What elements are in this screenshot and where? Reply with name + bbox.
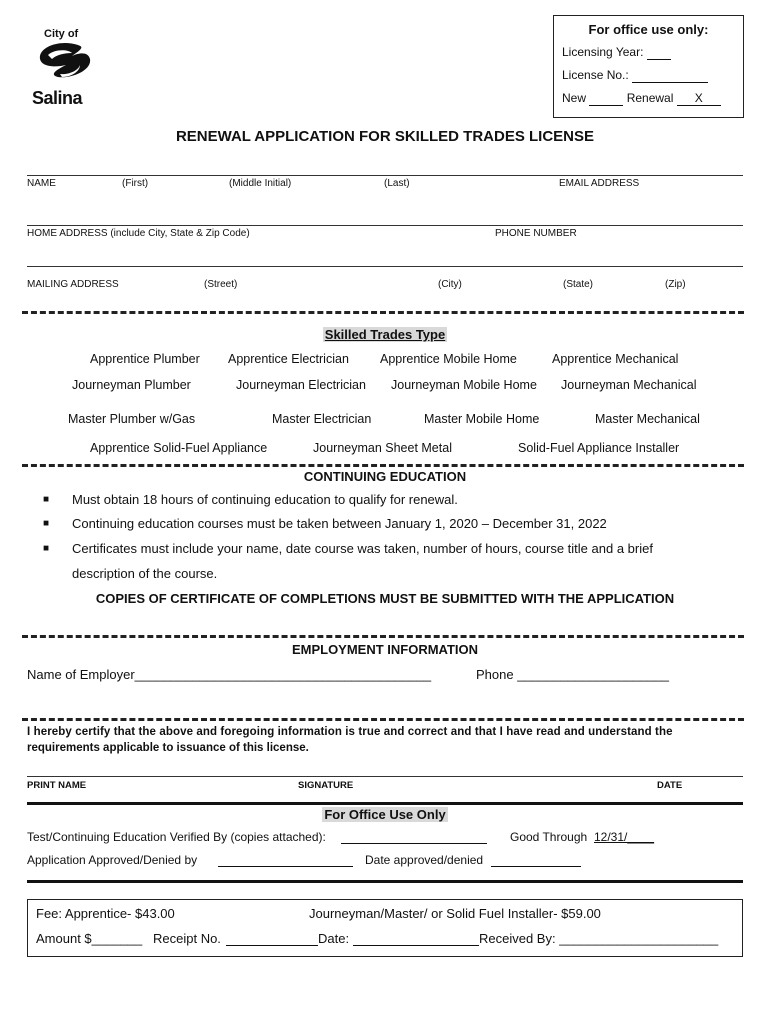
license-no-field[interactable] [632,68,708,83]
ce-bullet-continued: description of the course. [72,566,218,581]
name-label: NAME [27,178,56,189]
logo-name: Salina [32,88,83,108]
page-title: RENEWAL APPLICATION FOR SKILLED TRADES LICENSE [175,128,595,145]
office-use-box [553,15,744,118]
state-label: (State) [563,279,594,290]
new-renewal-row [562,91,735,106]
date-label: DATE [657,780,683,791]
trade-option[interactable]: Apprentice Electrician [228,352,349,366]
approved-by-field[interactable] [218,853,353,867]
date-approved-label: Date approved/denied [365,853,484,867]
fee-date-label: Date: [318,931,350,946]
trade-option[interactable]: Journeyman Plumber [72,378,191,392]
city-label: (City) [438,279,462,290]
trade-option[interactable]: Apprentice Mobile Home [380,352,517,366]
mailing-address-line[interactable] [27,266,743,267]
amount-field[interactable]: Amount $_______ [36,931,143,946]
fee-apprentice: Fee: Apprentice- $43.00 [36,906,175,921]
dashed-divider [22,718,744,722]
trade-option[interactable]: Journeyman Mobile Home [391,378,537,392]
good-through-field[interactable]: 12/31/____ [594,830,655,844]
last-label: (Last) [384,178,410,189]
license-no-row [562,68,735,83]
new-field[interactable] [589,91,623,106]
trade-option[interactable]: Journeyman Mechanical [561,378,697,392]
middle-label: (Middle Initial) [229,178,292,189]
ce-bullet: Continuing education courses must be taken between January 1, 2020 – December 31, 2022 [72,516,607,531]
section-divider [27,880,743,883]
dashed-divider [22,635,744,639]
trade-option[interactable]: Apprentice Plumber [90,352,200,366]
office-only-heading [0,807,770,822]
street-label: (Street) [204,279,238,290]
new-label: New [562,91,587,105]
bullet-icon: ■ [43,518,50,529]
ce-heading: CONTINUING EDUCATION [303,469,467,484]
license-no-label: License No.: [562,68,629,82]
signature-line[interactable] [27,776,743,777]
trade-option[interactable]: Journeyman Sheet Metal [313,441,452,455]
print-name-label: PRINT NAME [27,780,87,791]
trade-option[interactable]: Apprentice Mechanical [552,352,679,366]
ce-notice: COPIES OF CERTIFICATE OF COMPLETIONS MUST BE SUBMITTED WITH THE APPLICATION [95,591,675,606]
name-line[interactable] [27,175,743,176]
verified-label: Test/Continuing Education Verified By (copies attached): [27,830,326,844]
licensing-year-field[interactable] [647,45,671,60]
trade-option[interactable]: Apprentice Solid-Fuel Appliance [90,441,268,455]
receipt-field[interactable] [226,931,318,946]
date-approved-field[interactable] [491,853,581,867]
employment-heading: EMPLOYMENT INFORMATION [291,642,479,657]
section-divider [27,802,743,805]
email-label: EMAIL ADDRESS [559,178,640,189]
renewal-label: Renewal [626,91,674,105]
employer-field[interactable]: Name of Employer_________________________________________ [27,667,432,682]
ce-bullet: Must obtain 18 hours of continuing education to qualify for renewal. [72,492,458,507]
phone-label: PHONE NUMBER [495,228,577,239]
ce-bullet: Certificates must include your name, date course was taken, number of hours, course title and a brief [72,541,653,556]
fee-date-field[interactable] [353,931,479,946]
office-use-title: For office use only: [588,22,709,37]
trade-option[interactable]: Master Electrician [272,412,372,426]
bullet-icon: ■ [43,494,50,505]
dashed-divider [22,311,744,315]
good-through-label: Good Through [510,830,588,844]
salina-swoosh-icon [34,41,94,89]
received-by-field[interactable]: Received By: ______________________ [479,931,719,946]
trade-option[interactable]: Solid-Fuel Appliance Installer [518,441,680,455]
fee-journeyman: Journeyman/Master/ or Solid Fuel Installer- $59.00 [309,906,601,921]
logo-city-of: City of [44,28,79,40]
trade-option[interactable]: Journeyman Electrician [236,378,366,392]
first-label: (First) [122,178,149,189]
renewal-field[interactable]: X [677,91,721,106]
mailing-address-label: MAILING ADDRESS [27,279,119,290]
certify-statement: I hereby certify that the above and foregoing information is true and correct and that I have read and understand the [27,726,673,738]
trade-option[interactable]: Master Mechanical [595,412,700,426]
receipt-label: Receipt No. [153,931,221,946]
employer-phone-field[interactable]: Phone _____________________ [476,667,670,682]
licensing-year-row [562,45,735,60]
trade-option[interactable]: Master Plumber w/Gas [68,412,196,426]
city-logo [30,28,102,110]
licensing-year-label: Licensing Year: [562,45,644,59]
home-address-label: HOME ADDRESS (include City, State & Zip Code) [27,228,250,239]
trade-option[interactable]: Master Mobile Home [424,412,540,426]
zip-label: (Zip) [665,279,686,290]
trades-heading-text: Skilled Trades Type [324,327,446,342]
certify-statement-continued: requirements applicable to issuance of this license. [27,742,309,754]
bullet-icon: ■ [43,543,50,554]
approved-label: Application Approved/Denied by [27,853,198,867]
office-only-heading-text: For Office Use Only [324,807,446,822]
dashed-divider [22,464,744,468]
verified-field[interactable] [341,830,487,844]
signature-label: SIGNATURE [298,780,354,791]
home-address-line[interactable] [27,225,743,226]
trades-heading [0,327,770,342]
